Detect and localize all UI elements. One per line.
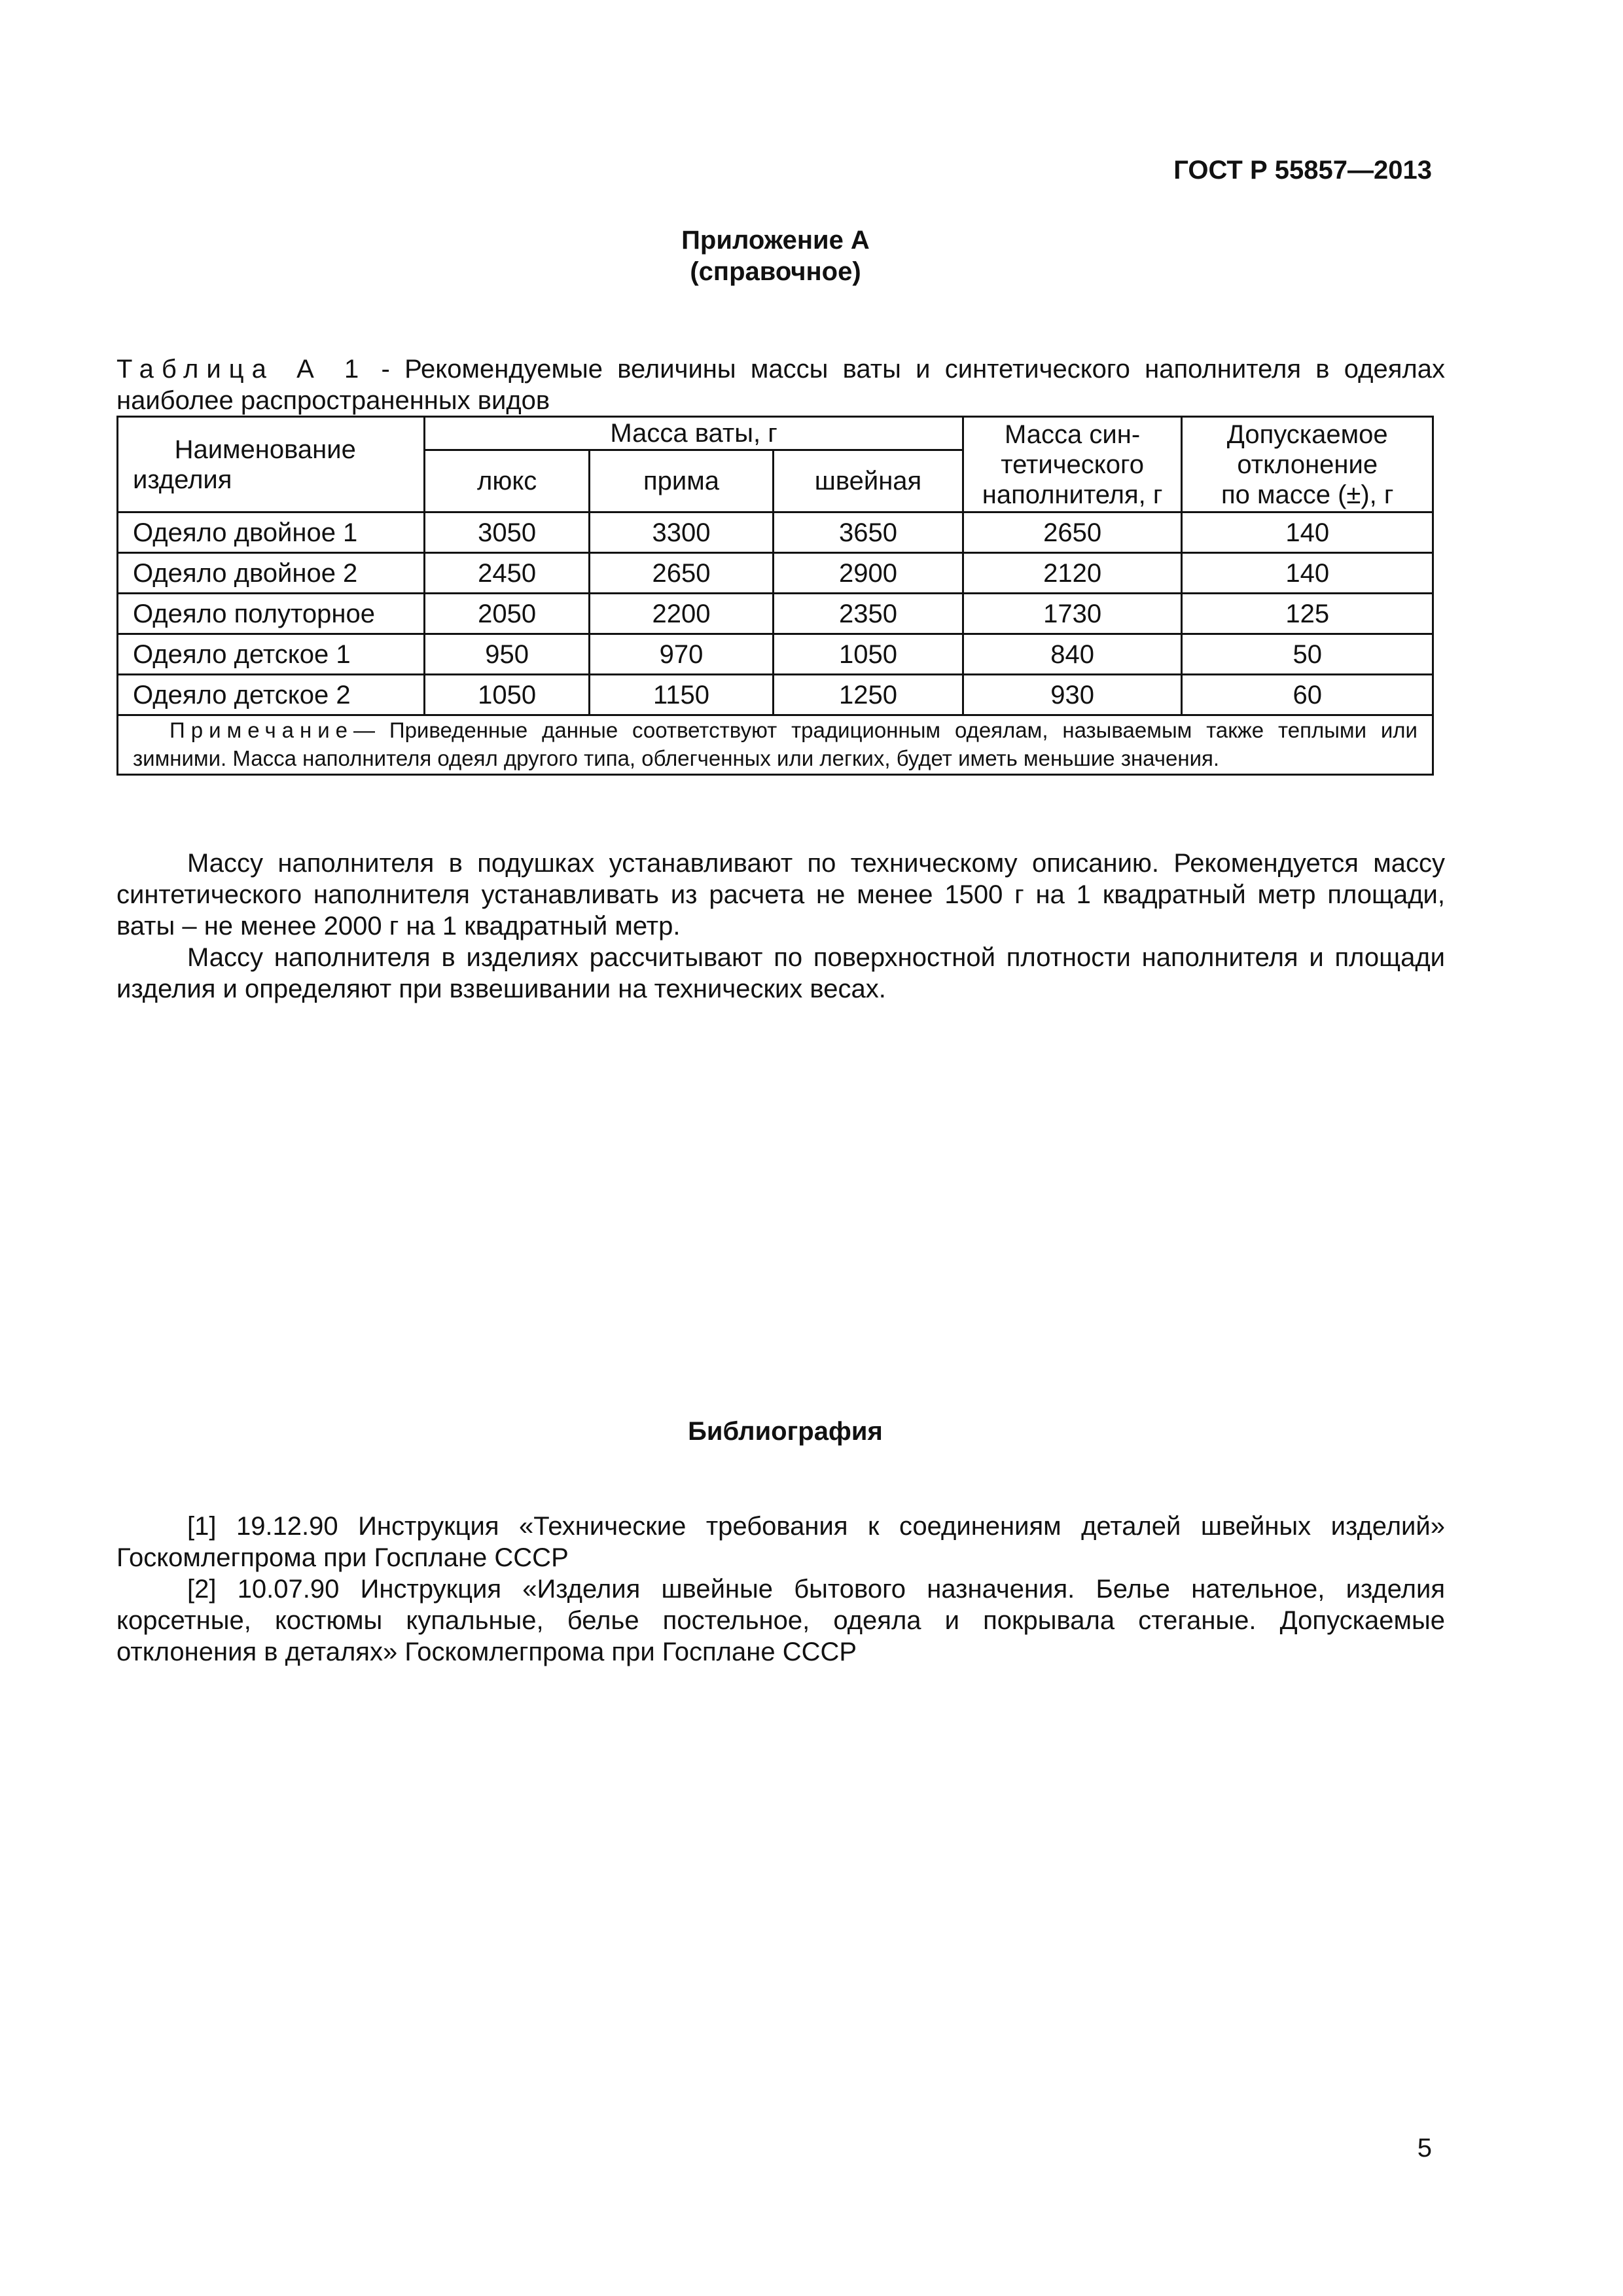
appendix-subtitle: (справочное) (690, 257, 861, 286)
header-lux: люкс (425, 450, 589, 512)
cell-prima: 3300 (589, 512, 773, 553)
header-synthetic-line1: Масса син- (1005, 420, 1141, 449)
header-wool-mass: Масса ваты, г (425, 417, 963, 450)
cell-sewing: 3650 (774, 512, 963, 553)
cell-product-name: Одеяло детское 1 (118, 634, 425, 675)
header-tolerance-line1: Допускаемое (1226, 420, 1388, 449)
appendix-title: Приложение А (681, 226, 870, 255)
table-caption (116, 353, 1445, 416)
table-header-row-1 (118, 417, 1433, 450)
header-synthetic-mass (963, 417, 1182, 512)
bibliography-entry: [2] 10.07.90 Инструкция «Изделия швейные бытового назначения. Белье нательное, изделия корсетные, костюмы купальные, белье постельное, одеяла и покрывала стеганые. Допускаемые отклонения в деталях» Госкомлегпрома при Госплане СССР (116, 1575, 1445, 1666)
cell-sewing: 1050 (774, 634, 963, 675)
body-paragraph-2: Массу наполнителя в изделиях рассчитывают по поверхностной плотности наполнителя и площади изделия и определяют при взвешивании на технических весах. (116, 943, 1445, 1003)
header-tolerance-line2: отклонение (1237, 450, 1378, 479)
cell-synthetic: 930 (963, 675, 1182, 715)
cell-lux: 950 (425, 634, 589, 675)
header-prima: прима (589, 450, 773, 512)
cell-product-name: Одеяло детское 2 (118, 675, 425, 715)
cell-tolerance: 60 (1182, 675, 1433, 715)
table-note-text: — Приведенные данные соответствуют традиционным одеялам, называемым также теплыми или зимними. Масса наполнителя одеял другого типа, облегченных или легких, будет иметь меньшие значения. (133, 718, 1418, 770)
table-row (118, 512, 1433, 553)
cell-synthetic: 2650 (963, 512, 1182, 553)
cell-lux: 2050 (425, 594, 589, 634)
document-code: ГОСТ Р 55857—2013 (1173, 156, 1432, 185)
cell-sewing: 2350 (774, 594, 963, 634)
cell-prima: 2200 (589, 594, 773, 634)
cell-product-name: Одеяло двойное 2 (118, 553, 425, 594)
cell-sewing: 1250 (774, 675, 963, 715)
bibliography-entry: [1] 19.12.90 Инструкция «Технические требования к соединениям деталей швейных изделий» Госкомлегпрома при Госплане СССР (116, 1512, 1445, 1572)
header-product-name (118, 417, 425, 512)
bibliography-title: Библиография (688, 1417, 883, 1446)
cell-tolerance: 125 (1182, 594, 1433, 634)
table-row (118, 553, 1433, 594)
table-note (118, 715, 1433, 775)
cell-prima: 2650 (589, 553, 773, 594)
cell-product-name: Одеяло полуторное (118, 594, 425, 634)
cell-prima: 970 (589, 634, 773, 675)
cell-lux: 2450 (425, 553, 589, 594)
header-tolerance-line3: по массе (±), г (1221, 480, 1394, 509)
cell-tolerance: 50 (1182, 634, 1433, 675)
cell-synthetic: 2120 (963, 553, 1182, 594)
header-synthetic-line2: тетического (1001, 450, 1144, 479)
cell-sewing: 2900 (774, 553, 963, 594)
header-product-name-line1: Наименование (174, 435, 356, 464)
table-row (118, 594, 1433, 634)
header-sewing: швейная (774, 450, 963, 512)
cell-lux: 1050 (425, 675, 589, 715)
cell-lux: 3050 (425, 512, 589, 553)
header-synthetic-line3: наполнителя, г (982, 480, 1163, 509)
table-note-label: Примечание (169, 718, 354, 742)
wadding-mass-table (116, 416, 1434, 776)
table-caption-text: - Рекомендуемые величины массы ваты и синтетического наполнителя в одеялах наиболее распространенных видов (116, 355, 1445, 415)
page-number: 5 (1417, 2134, 1432, 2162)
table-note-row (118, 715, 1433, 775)
cell-synthetic: 840 (963, 634, 1182, 675)
table-caption-label: Таблица А 1 (116, 355, 367, 384)
table-row (118, 634, 1433, 675)
header-tolerance (1182, 417, 1433, 512)
body-paragraph-1: Массу наполнителя в подушках устанавливают по техническому описанию. Рекомендуется массу синтетического наполнителя устанавливать из расчета не менее 1500 г на 1 квадратный метр площади, ваты – не менее 2000 г на 1 квадратный метр. (116, 849, 1445, 941)
header-product-name-line2: изделия (133, 465, 232, 494)
cell-product-name: Одеяло двойное 1 (118, 512, 425, 553)
cell-synthetic: 1730 (963, 594, 1182, 634)
cell-tolerance: 140 (1182, 512, 1433, 553)
cell-tolerance: 140 (1182, 553, 1433, 594)
table-row (118, 675, 1433, 715)
cell-prima: 1150 (589, 675, 773, 715)
